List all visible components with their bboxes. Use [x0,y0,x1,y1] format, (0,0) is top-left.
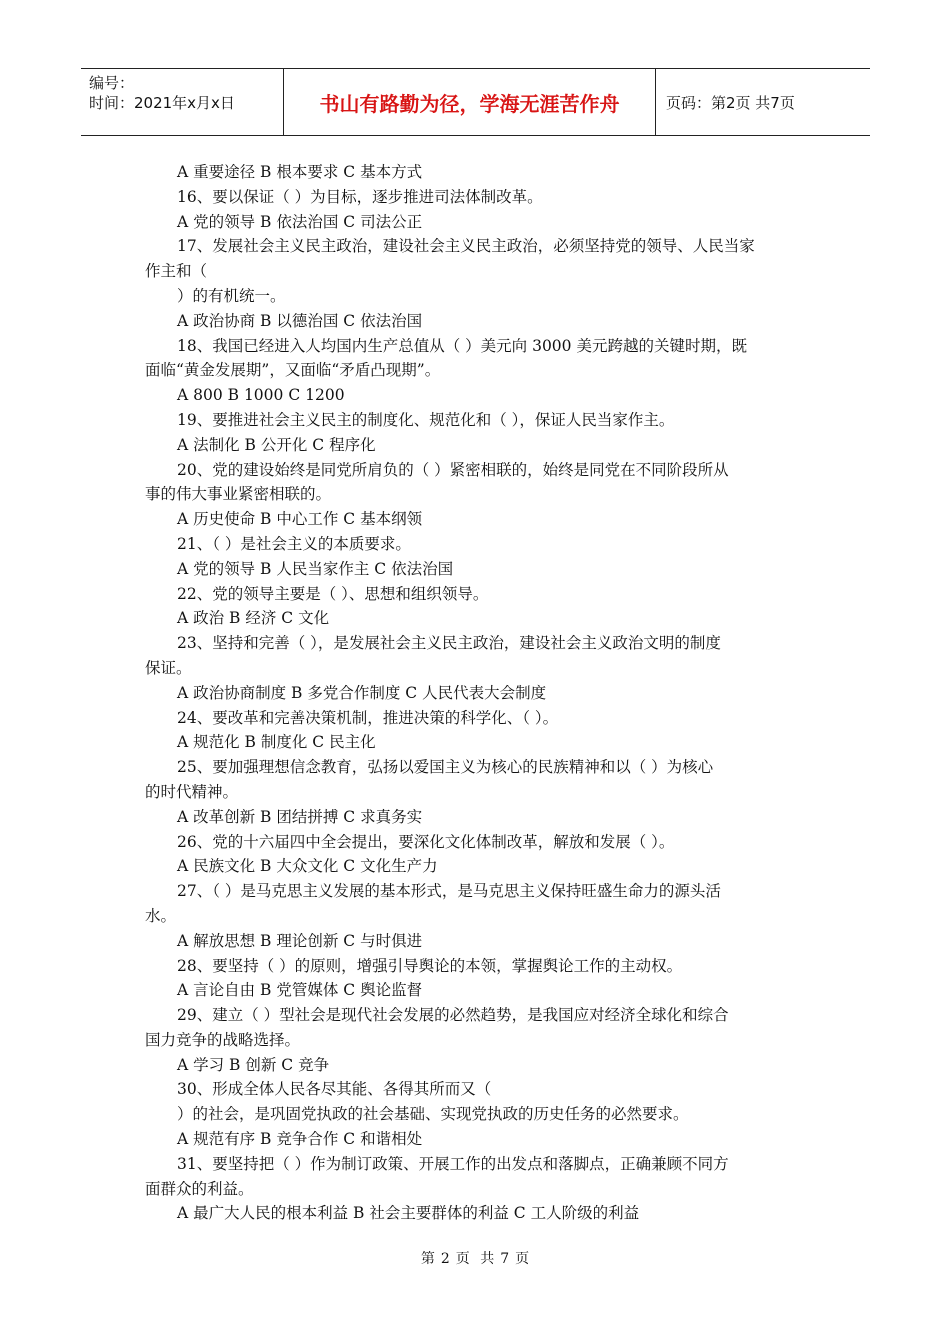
number-label: 编号： [89,74,135,92]
page-label: 页码：第2页 共7页 [666,93,795,112]
answer-options-line: A 党的领导 B 人民当家作主 C 依法治国 [177,559,454,578]
question-text-line: ）的社会，是巩固党执政的社会基础、实现党执政的历史任务的必然要求。 [177,1105,689,1124]
question-text-line: 保证。 [145,658,192,677]
document-header [81,68,870,136]
answer-options-line: A 历史使命 B 中心工作 C 基本纲领 [177,510,423,529]
answer-options-line: A 民族文化 B 大众文化 C 文化生产力 [177,857,438,876]
question-text-line: 22、党的领导主要是（ ）、思想和组织领导。 [177,584,489,603]
answer-options-line: A 规范化 B 制度化 C 民主化 [177,733,376,752]
question-text-line: 30、形成全体人民各尽其能、各得其所而又（ [177,1080,492,1099]
answer-options-line: A 党的领导 B 依法治国 C 司法公正 [177,212,423,231]
question-text-line: 27、（ ）是马克思主义发展的基本形式，是马克思主义保持旺盛生命力的源头活 [177,882,721,901]
footer-text-1: 第 [420,1251,435,1267]
answer-options-line: A 解放思想 B 理论创新 C 与时俱进 [177,931,423,950]
question-text-line: 事的伟大事业紧密相联的。 [145,485,332,504]
question-text-line: 21、（ ）是社会主义的本质要求。 [177,534,411,553]
question-text-line: 25、要加强理想信念教育，弘扬以爱国主义为核心的民族精神和以（ ）为核心 [177,758,714,777]
time-label: 时间：2021年x月x日 [89,94,235,112]
question-text-line: 23、坚持和完善（ ），是发展社会主义民主政治，建设社会主义政治文明的制度 [177,634,721,653]
question-text-line: 28、要坚持（ ）的原则，增强引导舆论的本领，掌握舆论工作的主动权。 [177,956,683,975]
answer-options-line: A 最广大人民的根本利益 B 社会主要群体的利益 C 工人阶级的利益 [177,1204,640,1223]
question-text-line: 20、党的建设始终是同党所肩负的（ ）紧密相联的，始终是同党在不同阶段所从 [177,460,729,479]
question-text-line: 16、要以保证（ ）为目标，逐步推进司法体制改革。 [177,187,543,206]
answer-options-line: A 重要途径 B 根本要求 C 基本方式 [177,163,423,181]
answer-options-line: A 政治 B 经济 C 文化 [177,609,330,628]
header-meta [81,69,283,135]
footer-page-number: 2 [440,1251,450,1267]
question-text-line: 面临“黄金发展期”，又面临“矛盾凸现期”。 [145,361,441,380]
answer-options-line: A 800 B 1000 C 1200 [177,386,345,405]
header-page-cell [656,69,870,135]
question-text-line: 作主和（ [145,262,208,281]
answer-options-line: A 法制化 B 公开化 C 程序化 [177,435,376,454]
answer-options-line: A 政治协商制度 B 多党合作制度 C 人民代表大会制度 [177,683,547,702]
answer-options-line: A 政治协商 B 以德治国 C 依法治国 [177,311,423,330]
answer-options-line: A 改革创新 B 团结拼搏 C 求真务实 [177,807,423,826]
question-text-line: 18、我国已经进入人均国内生产总值从（ ）美元向 3000 美元跨越的关键时期，既 [177,336,747,355]
question-text-line: 水。 [145,906,177,925]
header-motto-cell [283,69,656,135]
page-footer [0,1248,950,1268]
question-text-line: 的时代精神。 [145,782,239,801]
footer-text-3: 共 [480,1251,495,1267]
footer-total-pages: 7 [500,1251,510,1267]
question-text-line: 29、建立（ ）型社会是现代社会发展的必然趋势，是我国应对经济全球化和综合 [177,1006,729,1025]
footer-text-4: 页 [515,1251,530,1267]
question-text-line: 19、要推进社会主义民主的制度化、规范化和（ ），保证人民当家作主。 [177,410,675,429]
question-text-line: 国力竞争的战略选择。 [145,1030,301,1049]
question-text-line: ）的有机统一。 [177,286,286,305]
question-text-line: 31、要坚持把（ ）作为制订政策、开展工作的出发点和落脚点，正确兼顾不同方 [177,1154,729,1173]
motto-text: 书山有路勤为径，学海无涯苦作舟 [319,91,620,116]
question-text-line: 24、要改革和完善决策机制，推进决策的科学化、（ ）。 [177,708,559,727]
footer-text-2: 页 [455,1251,470,1267]
answer-options-line: A 规范有序 B 竞争合作 C 和谐相处 [177,1130,423,1149]
answer-options-line: A 言论自由 B 党管媒体 C 舆论监督 [177,981,423,1000]
question-text-line: 26、党的十六届四中全会提出，要深化文化体制改革，解放和发展（ ）。 [177,832,675,851]
question-list [145,160,810,1226]
question-text-line: 17、发展社会主义民主政治，建设社会主义民主政治，必须坚持党的领导、人民当家 [177,237,755,256]
answer-options-line: A 学习 B 创新 C 竞争 [177,1055,330,1074]
question-text-line: 面群众的利益。 [145,1179,254,1198]
